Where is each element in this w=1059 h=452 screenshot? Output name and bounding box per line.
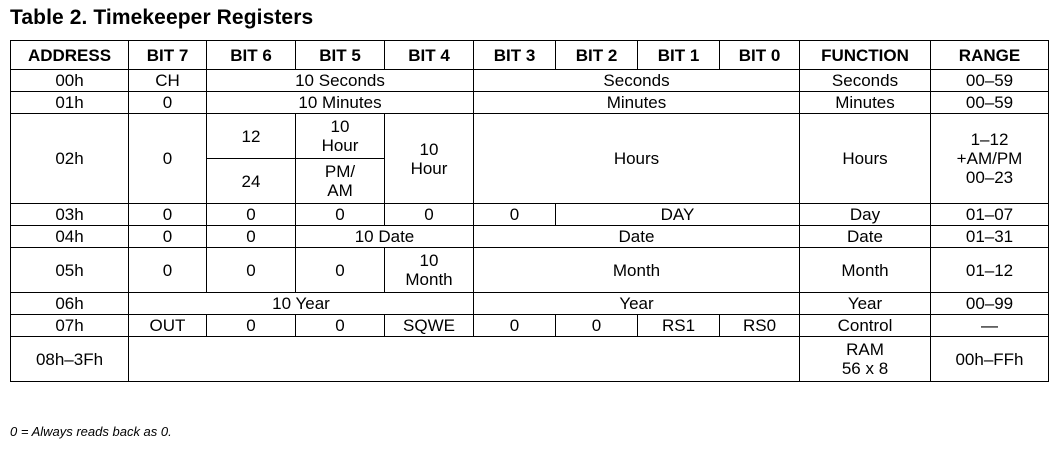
bit3-cell: 0 — [474, 204, 556, 226]
header-bit6: BIT 6 — [207, 41, 296, 70]
address-cell: 00h — [11, 70, 129, 92]
table-row — [11, 226, 1049, 248]
range-cell: 01–07 — [931, 204, 1049, 226]
header-row — [11, 41, 1049, 70]
bits3-0-cell: Seconds — [474, 70, 800, 92]
bit5-top-line1: 10 — [330, 117, 350, 136]
bit5-cell: 0 — [296, 248, 385, 293]
bits3-0-cell: Year — [474, 293, 800, 315]
header-bit7: BIT 7 — [129, 41, 207, 70]
bit7-cell: 0 — [129, 92, 207, 114]
address-cell: 05h — [11, 248, 129, 293]
table-row — [11, 293, 1049, 315]
bit5-top-cell — [296, 114, 385, 159]
range-line2: +AM/PM — [956, 149, 1023, 168]
range-line1: 1–12 — [970, 130, 1009, 149]
bit4-line1: 10 — [419, 139, 439, 159]
function-cell: Seconds — [800, 70, 931, 92]
header-bit2: BIT 2 — [556, 41, 638, 70]
bit7-cell: 0 — [129, 226, 207, 248]
range-cell: 01–31 — [931, 226, 1049, 248]
bit2-cell: 0 — [556, 315, 638, 337]
range-cell — [931, 114, 1049, 204]
bit5-top-line2: Hour — [321, 136, 359, 155]
bit7-cell: CH — [129, 70, 207, 92]
address-cell: 07h — [11, 315, 129, 337]
bit4-line1: 10 — [419, 251, 439, 270]
bit6-top-cell: 12 — [207, 114, 296, 159]
table-row — [11, 337, 1049, 382]
function-cell: Day — [800, 204, 931, 226]
bits3-0-cell: Date — [474, 226, 800, 248]
bits7-4-cell: 10 Year — [129, 293, 474, 315]
table-row — [11, 70, 1049, 92]
function-cell — [800, 337, 931, 382]
function-cell: Month — [800, 248, 931, 293]
bit5-bottom-line2: AM — [327, 181, 353, 200]
bit4-line2: Month — [405, 270, 453, 289]
function-cell: Date — [800, 226, 931, 248]
address-cell: 03h — [11, 204, 129, 226]
header-function: FUNCTION — [800, 41, 931, 70]
bits3-0-cell: Minutes — [474, 92, 800, 114]
range-cell: 00–59 — [931, 70, 1049, 92]
bit4-cell — [385, 114, 474, 204]
address-cell: 08h–3Fh — [11, 337, 129, 382]
bits6-4-cell: 10 Minutes — [207, 92, 474, 114]
function-cell: Minutes — [800, 92, 931, 114]
range-cell: 00h–FFh — [931, 337, 1049, 382]
address-cell: 01h — [11, 92, 129, 114]
bit4-line2: Hour — [410, 158, 448, 178]
address-cell: 06h — [11, 293, 129, 315]
bit7-cell: 0 — [129, 114, 207, 204]
bit4-cell: SQWE — [385, 315, 474, 337]
header-bit4: BIT 4 — [385, 41, 474, 70]
header-address: ADDRESS — [11, 41, 129, 70]
timekeeper-registers-table — [10, 40, 1049, 382]
bit1-cell: RS1 — [638, 315, 720, 337]
bit5-bottom-cell — [296, 159, 385, 204]
bit6-cell: 0 — [207, 248, 296, 293]
bit5-bottom-line1: PM/ — [324, 162, 356, 181]
bits6-4-cell: 10 Seconds — [207, 70, 474, 92]
address-cell: 02h — [11, 114, 129, 204]
bit6-bottom-cell: 24 — [207, 159, 296, 204]
bits3-0-cell: Hours — [474, 114, 800, 204]
bit0-cell: RS0 — [720, 315, 800, 337]
bit5-cell: 0 — [296, 315, 385, 337]
bit4-cell: 0 — [385, 204, 474, 226]
range-cell: — — [931, 315, 1049, 337]
bit7-cell: OUT — [129, 315, 207, 337]
table-title: Table 2. Timekeeper Registers — [10, 6, 314, 29]
function-line1: RAM — [846, 340, 884, 359]
range-cell: 00–59 — [931, 92, 1049, 114]
range-cell: 01–12 — [931, 248, 1049, 293]
function-line2: 56 x 8 — [841, 359, 889, 378]
bits7-0-cell — [129, 337, 800, 382]
function-cell: Control — [800, 315, 931, 337]
bits3-0-cell: Month — [474, 248, 800, 293]
header-bit0: BIT 0 — [720, 41, 800, 70]
function-cell: Hours — [800, 114, 931, 204]
range-cell: 00–99 — [931, 293, 1049, 315]
bit6-cell: 0 — [207, 315, 296, 337]
bit4-cell — [385, 248, 474, 293]
table-row — [11, 204, 1049, 226]
header-bit3: BIT 3 — [474, 41, 556, 70]
bit6-cell: 0 — [207, 226, 296, 248]
bit6-cell: 0 — [207, 204, 296, 226]
header-range: RANGE — [931, 41, 1049, 70]
footnote: 0 = Always reads back as 0. — [10, 424, 172, 439]
bit3-cell: 0 — [474, 315, 556, 337]
header-bit5: BIT 5 — [296, 41, 385, 70]
table-row — [11, 114, 1049, 159]
function-cell: Year — [800, 293, 931, 315]
address-cell: 04h — [11, 226, 129, 248]
table-row — [11, 315, 1049, 337]
table-row — [11, 248, 1049, 293]
table-row — [11, 92, 1049, 114]
bit7-cell: 0 — [129, 204, 207, 226]
bit7-cell: 0 — [129, 248, 207, 293]
bit5-cell: 0 — [296, 204, 385, 226]
range-line3: 00–23 — [965, 168, 1014, 187]
bits5-4-cell: 10 Date — [296, 226, 474, 248]
header-bit1: BIT 1 — [638, 41, 720, 70]
bits2-0-cell: DAY — [556, 204, 800, 226]
